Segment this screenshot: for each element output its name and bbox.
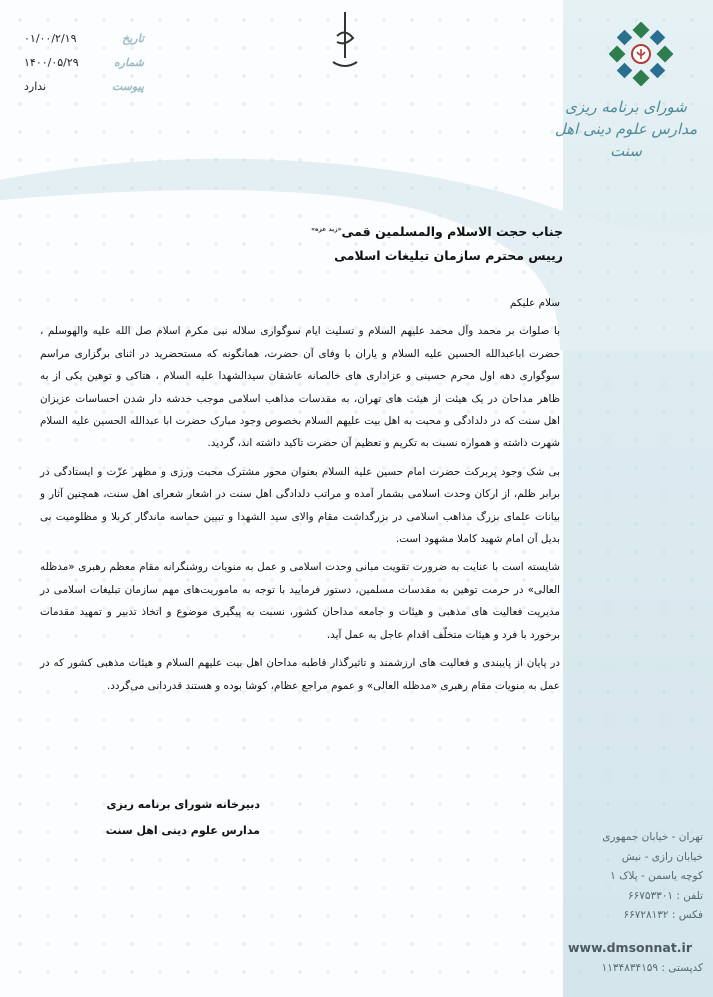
postal-code: کدپستی : ۱۱۳۴۸۳۴۱۵۹ [601, 962, 703, 974]
address-line-3: کوچه یاسمن - پلاک ۱ [610, 870, 703, 882]
meta-date-label: تاریخ [122, 31, 144, 45]
signature-line-2: مدارس علوم دینی اهل سنت [105, 824, 260, 837]
signature-line-1: دبیرخانه شورای برنامه ریزی [106, 798, 260, 811]
paragraph-1: با صلوات بر محمد وآل محمد علیهم السلام و تسلیت ایام سوگواری سلاله نبی مکرم اسلام صل الله علیه والهوسلم ، حضرت اباعبدالله الحسین علیه السلام و یاران با وفای آن حضرت، همانگونه که مستحضرید در اثنای برگزاری مراسم سوگواری دهه اول محرم حسینی و عزاداری های خالصانه عاشقان سیدالشهدا علیه السلام ، هتاکی و توهین یکی از به ظاهر مداحان در یک هیئت از هیئت های تهران، به مقدسات مذاهب اسلامی موجب خدشه دار شدن احساسات عزیزان اهل سنت که در دلدادگی و محبت به اهل بیت علیهم السلام بخصوص وجود مبارک حضرت ابا عبدالله الحسین علیه السلام شهرت داشته و همواره نسبت به تکریم و تعظیم آن حضرت تاکید داشته اند، گردید. [40, 325, 560, 450]
addressee-name: جناب حجت الاسلام والمسلمین قمی [341, 224, 563, 240]
paragraph-2: بی شک وجود پربرکت حضرت امام حسین علیه السلام بعنوان محور مشترک محبت ورزی و مظهر عزّت و ایستادگی در برابر ظلم، از ارکان وحدت اسلامی بشمار آمده و مراتب دلدادگی اهل سنت در اشعار شعرای اهل سنت، همچنین آثار و بیانات علمای بزرگ مذاهب اسلامی در بزرگداشت مقام والای سید الشهدا و تبیین حماسه ماندگار کربلا و مظلومیت بی بدیل آن امام شهید کاملا مشهود است. [40, 465, 560, 546]
addressee-block [143, 218, 563, 268]
meta-date-value: ۰۱/۰۰/۲/۱۹ [24, 31, 77, 45]
footer-address [553, 828, 703, 926]
meta-number-label: شماره [113, 55, 144, 69]
paragraph-4: در پایان از پایبندی و فعالیت های ارزشمند و تاثیرگذار قاطبه مداحان اهل بیت علیهم السلام و هیئات مذهبی کشور که در عمل به منویات مقام رهبری «مدظله العالی» و عموم مراجع عظام، کوشا بوده و هستند قدردانی می‌گردد. [40, 657, 560, 692]
address-line-1: تهران - خیابان جمهوری [602, 831, 703, 843]
meta-attachment-label: پیوست [111, 79, 144, 93]
star-rosette-logo-icon [609, 22, 673, 86]
addressee-honorific: «زید عزه» [311, 226, 342, 233]
council-line-1: شورای برنامه ریزی [565, 98, 687, 116]
meta-number-row [24, 50, 144, 74]
greeting: سلام علیکم [509, 297, 560, 309]
letter-meta [24, 26, 144, 98]
council-line-2: مدارس علوم دینی اهل سنت [554, 120, 698, 160]
letter-body [40, 292, 560, 703]
address-line-2: خیابان رازی - نبش [621, 850, 703, 863]
meta-attachment-row [24, 74, 144, 98]
meta-date-row [24, 26, 144, 50]
paragraph-3: شایسته است با عنایت به ضرورت تقویت مبانی وحدت اسلامی و عمل به منویات روشنگرانه مقام معظم رهبری «مدظله العالی» در حرمت توهین به مقدسات مسلمین، دستور فرمایید با توجه به ماموریت‌های مهم سازمان تبلیغات اسلامی در مدیریت فعالیت های مذهبی و هیئات و جامعه مداحان کشور، نسبت به پیگیری موضوع و اتخاذ تدبیر و تمهید مقدمات برخورد با فرد و هیئات متخلّف اقدام عاجل به عمل آید. [40, 561, 560, 641]
basmala-calligraphy-icon [325, 8, 365, 74]
meta-number-value: ۱۴۰۰/۰۵/۲۹ [24, 55, 79, 69]
fax: فکس : ۶۶۷۲۸۱۳۲ [623, 909, 703, 921]
phone: تلفن : ۶۶۷۵۳۳۰۱ [627, 889, 703, 902]
website-link[interactable]: www.dmsonnat.ir [568, 940, 692, 955]
addressee-line-2: رییس محترم سازمان تبلیغات اسلامی [334, 248, 563, 264]
signature-block [100, 792, 260, 844]
council-name [551, 96, 701, 162]
addressee-line-1 [143, 218, 563, 244]
meta-attachment-value: ندارد [24, 79, 47, 93]
